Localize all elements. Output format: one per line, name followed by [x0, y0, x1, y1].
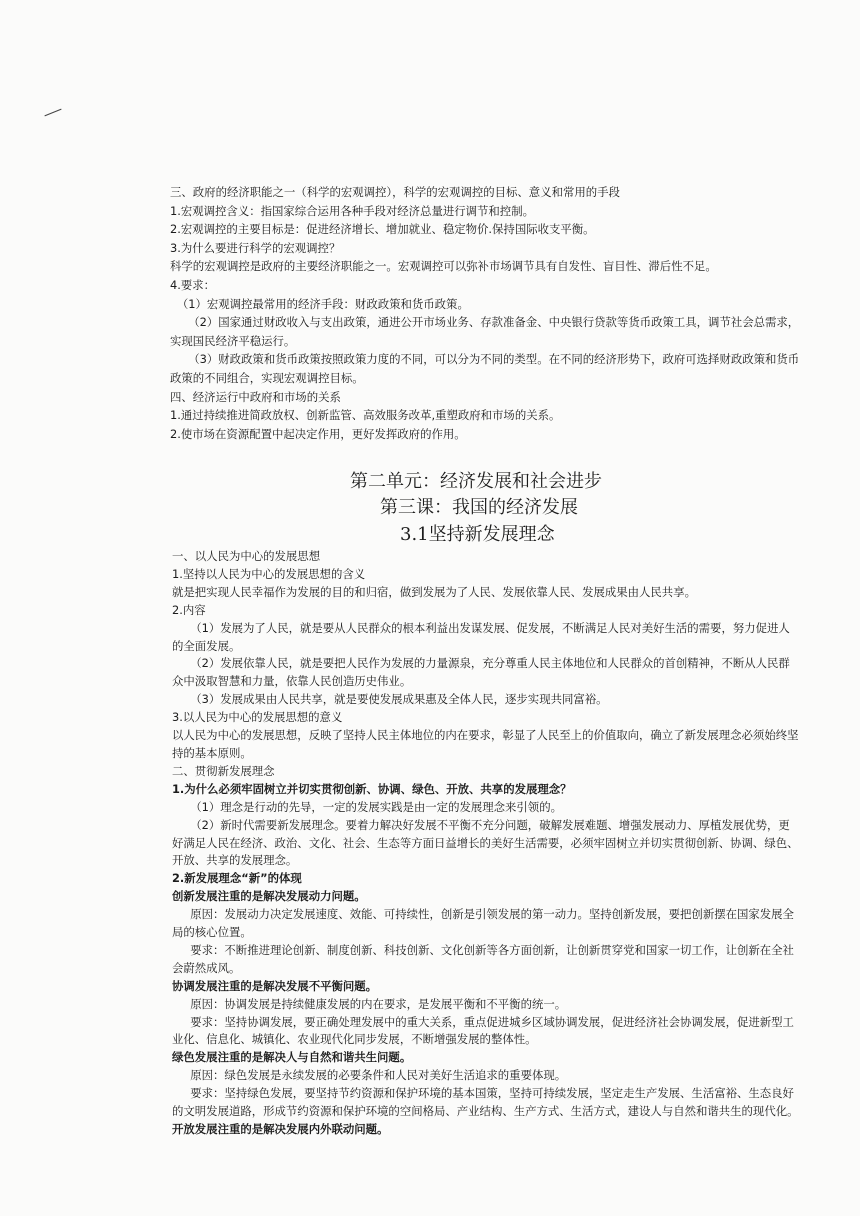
green-reason: 原因：绿色发展是永续发展的必要条件和人民对美好生活追求的重要体现。: [190, 1068, 567, 1083]
innovation-requirement: 要求：不断推进理论创新、制度创新、科技创新、文化创新等各方面创新，让创新贯穿党和国家一切工作，让创新在全社会蔚然成风。: [172, 942, 794, 975]
requirement-3: （3）财政政策和货币政策按照政策力度的不同，可以分为不同的类型。在不同的经济形势下，政府可选择财政政策和货币政策的不同组合，实现宏观调控目标。: [170, 352, 800, 385]
stray-pen-mark: [44, 109, 61, 117]
unit-title: 第二单元：经济发展和社会进步: [350, 471, 602, 492]
subheading-content: 2.内容: [172, 602, 206, 617]
significance-text: 以人民为中心的发展思想，反映了坚持人民主体地位的内在要求，彰显了人民至上的价值取向，确立了新发展理念必须始终坚持的基本原则。: [172, 728, 799, 760]
item-why: 3.为什么要进行科学的宏观调控？: [170, 240, 341, 255]
item-requirements: 4.要求：: [170, 277, 216, 292]
heading-gov-function: 三、政府的经济职能之一（科学的宏观调控），科学的宏观调控的目标、意义和常用的手段: [170, 185, 620, 199]
requirement-2: （2）国家通过财政收入与支出政策，通进公开市场业务、存款准备金、中央银行贷款等货币政策工具，调节社会总需求，实现国民经济平稳运行。: [170, 315, 800, 348]
macro-control-section: [170, 183, 810, 443]
content-3: （3）发展成果由人民共享，就是要使发展成果惠及全体人民，逐步实现共同富裕。: [190, 692, 608, 707]
relation-2: 2.使市场在资源配置中起决定作用，更好发挥政府的作用。: [170, 426, 466, 441]
heading-people-centered: 一、以人民为中心的发展思想: [172, 549, 321, 563]
innovation-heading: 创新发展注重的是解决发展动力问题。: [172, 889, 366, 904]
heading-implement: 二、贯彻新发展理念: [172, 763, 275, 778]
subheading-significance: 3.以人民为中心的发展思想的意义: [172, 710, 343, 725]
item-why-text: 科学的宏观调控是政府的主要经济职能之一。宏观调控可以弥补市场调节具有自发性、盲目性、滞后性不足。: [170, 259, 717, 274]
meaning-text: 就是把实现人民幸福作为发展的目的和归宿，做到发展为了人民、发展依靠人民、发展成果由人民共享。: [172, 584, 696, 599]
subheading-new-aspects: 2.新发展理念“新”的体现: [172, 871, 302, 886]
requirement-1: （1）宏观调控最常用的经济手段：财政政策和货币政策。: [176, 296, 469, 311]
lesson-title: 第三课：我国的经济发展: [380, 497, 578, 518]
heading-gov-market: 四、经济运行中政府和市场的关系: [170, 389, 341, 404]
relation-1: 1.通过持续推进简政放权、创新监管、高效服务改革,重塑政府和市场的关系。: [170, 408, 561, 423]
content-2: （2）发展依靠人民，就是要把人民作为发展的力量源泉，充分尊重人民主体地位和人民群众的首创精神，不断从人民群众中汲取智慧和力量，依靠人民创造历史伟业。: [172, 656, 790, 689]
item-definition: 1.宏观调控含义：指国家综合运用各种手段对经济总量进行调节和控制。: [170, 203, 534, 218]
coordination-requirement: 要求：坚持协调发展，要正确处理发展中的重大关系，重点促进城乡区域协调发展，促进经济社会协调发展，促进新型工业化、信息化、城镇化、农业现代化同步发展，不断增强发展的整体性。: [172, 1014, 794, 1047]
coordination-heading: 协调发展注重的是解决发展不平衡问题。: [172, 978, 378, 993]
coordination-reason: 原因：协调发展是持续健康发展的内在要求，是发展平衡和不平衡的统一。: [190, 996, 567, 1011]
content-1: （1）发展为了人民，就是要从人民群众的根本利益出发谋发展、促发展，不断满足人民对美好生活的需要，努力促进人的全面发展。: [172, 620, 790, 653]
item-goals: 2.宏观调控的主要目标是：促进经济增长、增加就业、稳定物价.保持国际收支平衡。: [170, 222, 595, 237]
open-heading: 开放发展注重的是解决发展内外联动问题。: [172, 1122, 389, 1136]
new-development-section: [172, 548, 800, 1139]
green-heading: 绿色发展注重的是解决人与自然和谐共生问题。: [172, 1050, 412, 1065]
innovation-reason: 原因：发展动力决定发展速度、效能、可持续性，创新是引领发展的第一动力。坚持创新发展，要把创新摆在国家发展全局的核心位置。: [172, 907, 794, 940]
why-1: （1）理念是行动的先导，一定的发展实践是由一定的发展理念来引领的。: [190, 799, 562, 814]
section-title: 3.1坚持新发展理念: [400, 524, 555, 545]
subheading-why-new: 1.为什么必须牢固树立并切实贯彻创新、协调、绿色、开放、共享的发展理念？: [172, 781, 572, 796]
why-2: （2）新时代需要新发展理念。要着力解决好发展不平衡不充分问题，破解发展难题、增强发展动力、厚植发展优势，更好满足人民在经济、政治、文化、社会、生态等方面日益增长的美好生活需要，必须牢固树立并切实贯彻创新、协调、绿色、开放、共享的发展理念。: [172, 817, 799, 868]
green-requirement: 要求：坚持绿色发展，要坚持节约资源和保护环境的基本国策，坚持可持续发展，坚定走生产发展、生活富裕、生态良好的文明发展道路，形成节约资源和保护环境的空间格局、产业结构、生产方式、生活方式，建设人与自然和谐共生的现代化。: [172, 1086, 799, 1119]
subheading-meaning: 1.坚持以人民为中心的发展思想的含义: [172, 566, 366, 581]
